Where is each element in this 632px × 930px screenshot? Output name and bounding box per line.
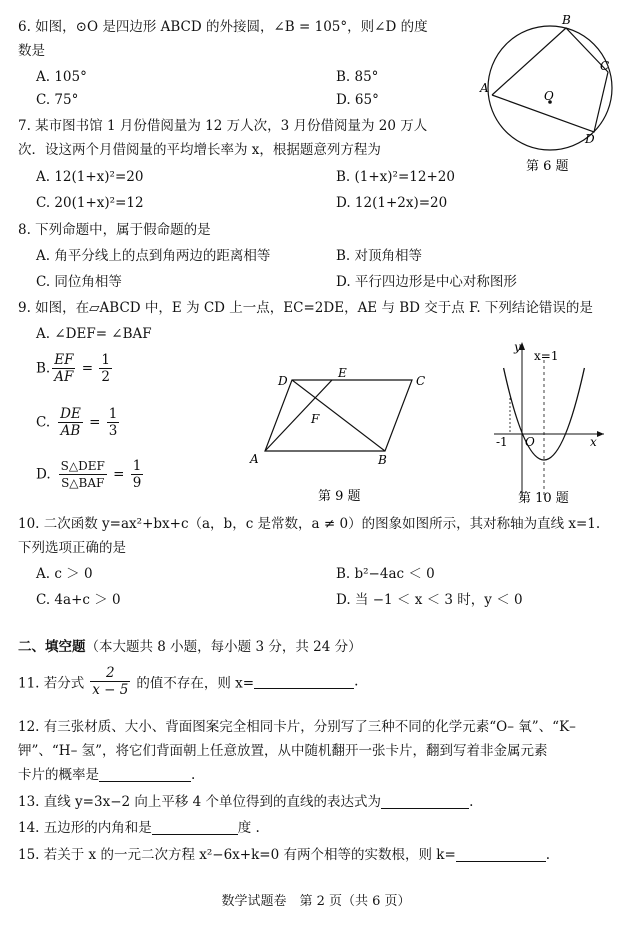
label-f: F	[311, 412, 320, 426]
q9-stem: 9. 如图，在▱ABCD 中，E 为 CD 上一点，EC=2DE，AE 与 BD 交于点 F. 下列结论错误的是	[18, 300, 593, 316]
q6-option-c: C. 75°	[36, 92, 79, 108]
q9-caption: 第 9 题	[318, 489, 361, 504]
q6-stem-line2: 数是	[18, 43, 45, 59]
label-origin: O	[525, 435, 535, 449]
section-2-title: 二、填空题	[18, 639, 86, 655]
q12-line2: 钾”、“H– 氢”，将它们背面朝上任意放置，从中随机翻开一张卡片，翻到写着非金属元素	[18, 743, 548, 759]
q6-circle-figure	[470, 10, 630, 180]
q12-line1: 12. 有三张材质、大小、背面图案完全相同卡片，分别写了三种不同的化学元素“O– 氧”、“K–	[18, 719, 576, 735]
q8-option-c: C. 同位角相等	[36, 274, 122, 290]
q11-answer-blank	[254, 674, 354, 689]
q6-option-b: B. 85°	[336, 69, 379, 85]
q10-stem-line2: 下列选项正确的是	[18, 540, 126, 556]
q9-option-d: D. $\frac{\text{S△DEF}}{\text{S△BAF}}$ = $\frac{1}{9}$	[36, 458, 142, 491]
q7-option-d: D. 12(1+2x)=20	[336, 195, 448, 211]
section-2-header	[18, 638, 362, 656]
q9-option-b: B. $\frac{EF}{AF}$ = $\frac{1}{2}$	[36, 352, 110, 385]
q8-option-d: D. 平行四边形是中心对称图形	[336, 274, 517, 290]
label-y: y	[514, 340, 521, 354]
label-symmetry-axis: x=1	[534, 349, 559, 363]
q9-option-c: C. $\frac{DE}{AB}$ = $\frac{1}{3}$	[36, 406, 118, 439]
q14-answer-blank	[152, 820, 238, 835]
label-o: O	[544, 89, 554, 103]
q13-answer-blank	[381, 794, 469, 809]
q6-stem-line1: 6. 如图，⊙O 是四边形 ABCD 的外接圆，∠B = 105°，则∠D 的度	[18, 19, 428, 35]
q10-option-a: A. c ＞ 0	[36, 566, 93, 582]
q9-parallelogram-figure	[240, 365, 440, 510]
q8-stem: 8. 下列命题中，属于假命题的是	[18, 222, 211, 238]
label-b: B	[562, 13, 571, 27]
quadrilateral-abcd	[492, 28, 608, 132]
q6-caption: 第 6 题	[526, 159, 569, 174]
q7-option-c: C. 20(1+x)²=12	[36, 195, 144, 211]
q7-option-a: A. 12(1+x)²=20	[36, 169, 144, 185]
q15: 15. 若关于 x 的一元二次方程 x²−6x+k=0 有两个相等的实数根，则 k= .	[18, 847, 551, 863]
q10-stem-line1: 10. 二次函数 y=ax²+bx+c（a，b，c 是常数，a ≠ 0）的图象如图所示，其对称轴为直线 x=1.	[18, 516, 601, 532]
q7-stem-line1: 7. 某市图书馆 1 月份借阅量为 12 万人次，3 月份借阅量为 20 万人	[18, 118, 428, 134]
label-a: A	[250, 452, 259, 466]
q6-option-a: A. 105°	[36, 69, 87, 85]
x-axis-arrow	[597, 431, 604, 437]
q10-option-b: B. b²−4ac ＜ 0	[336, 566, 435, 582]
label-c: C	[600, 59, 610, 73]
q10-option-d: D. 当 −1 ＜ x ＜ 3 时，y ＜ 0	[336, 592, 523, 608]
q6-option-d: D. 65°	[336, 92, 379, 108]
label-d: D	[585, 132, 595, 146]
label-a: A	[480, 81, 489, 95]
q11: 11. 若分式 $\frac{2}{x - 5}$ 的值不存在，则 x= .	[18, 665, 359, 698]
segment-bd	[292, 380, 385, 451]
q12-line3: 卡片的概率是 .	[18, 767, 196, 783]
q10-option-c: C. 4a+c ＞ 0	[36, 592, 121, 608]
q10-caption: 第 10 题	[518, 491, 569, 506]
label-c: C	[416, 374, 426, 388]
q15-answer-blank	[456, 847, 546, 862]
label-x: x	[590, 435, 597, 449]
q9-option-a: A. ∠DEF= ∠BAF	[36, 326, 152, 342]
segment-ae	[265, 380, 332, 451]
q8-option-b: B. 对顶角相等	[336, 248, 423, 264]
q7-stem-line2: 次．设这两个月借阅量的平均增长率为 x，根据题意列方程为	[18, 142, 381, 158]
q8-option-a: A. 角平分线上的点到角两边的距离相等	[36, 248, 271, 264]
page-footer: 数学试题卷 第 2 页（共 6 页）	[221, 894, 411, 909]
label-e: E	[338, 366, 347, 380]
q14: 14. 五边形的内角和是 度 .	[18, 820, 260, 836]
q10-parabola-figure	[486, 338, 616, 510]
label-b: B	[378, 453, 387, 467]
label-d: D	[278, 374, 288, 388]
q12-answer-blank	[99, 767, 191, 782]
label-neg-one: -1	[496, 435, 508, 449]
q7-option-b: B. (1+x)²=12+20	[336, 169, 455, 185]
section-2-note: （本大题共 8 小题，每小题 3 分，共 24 分）	[85, 639, 362, 655]
q13: 13. 直线 y=3x−2 向上平移 4 个单位得到的直线的表达式为 .	[18, 794, 474, 810]
